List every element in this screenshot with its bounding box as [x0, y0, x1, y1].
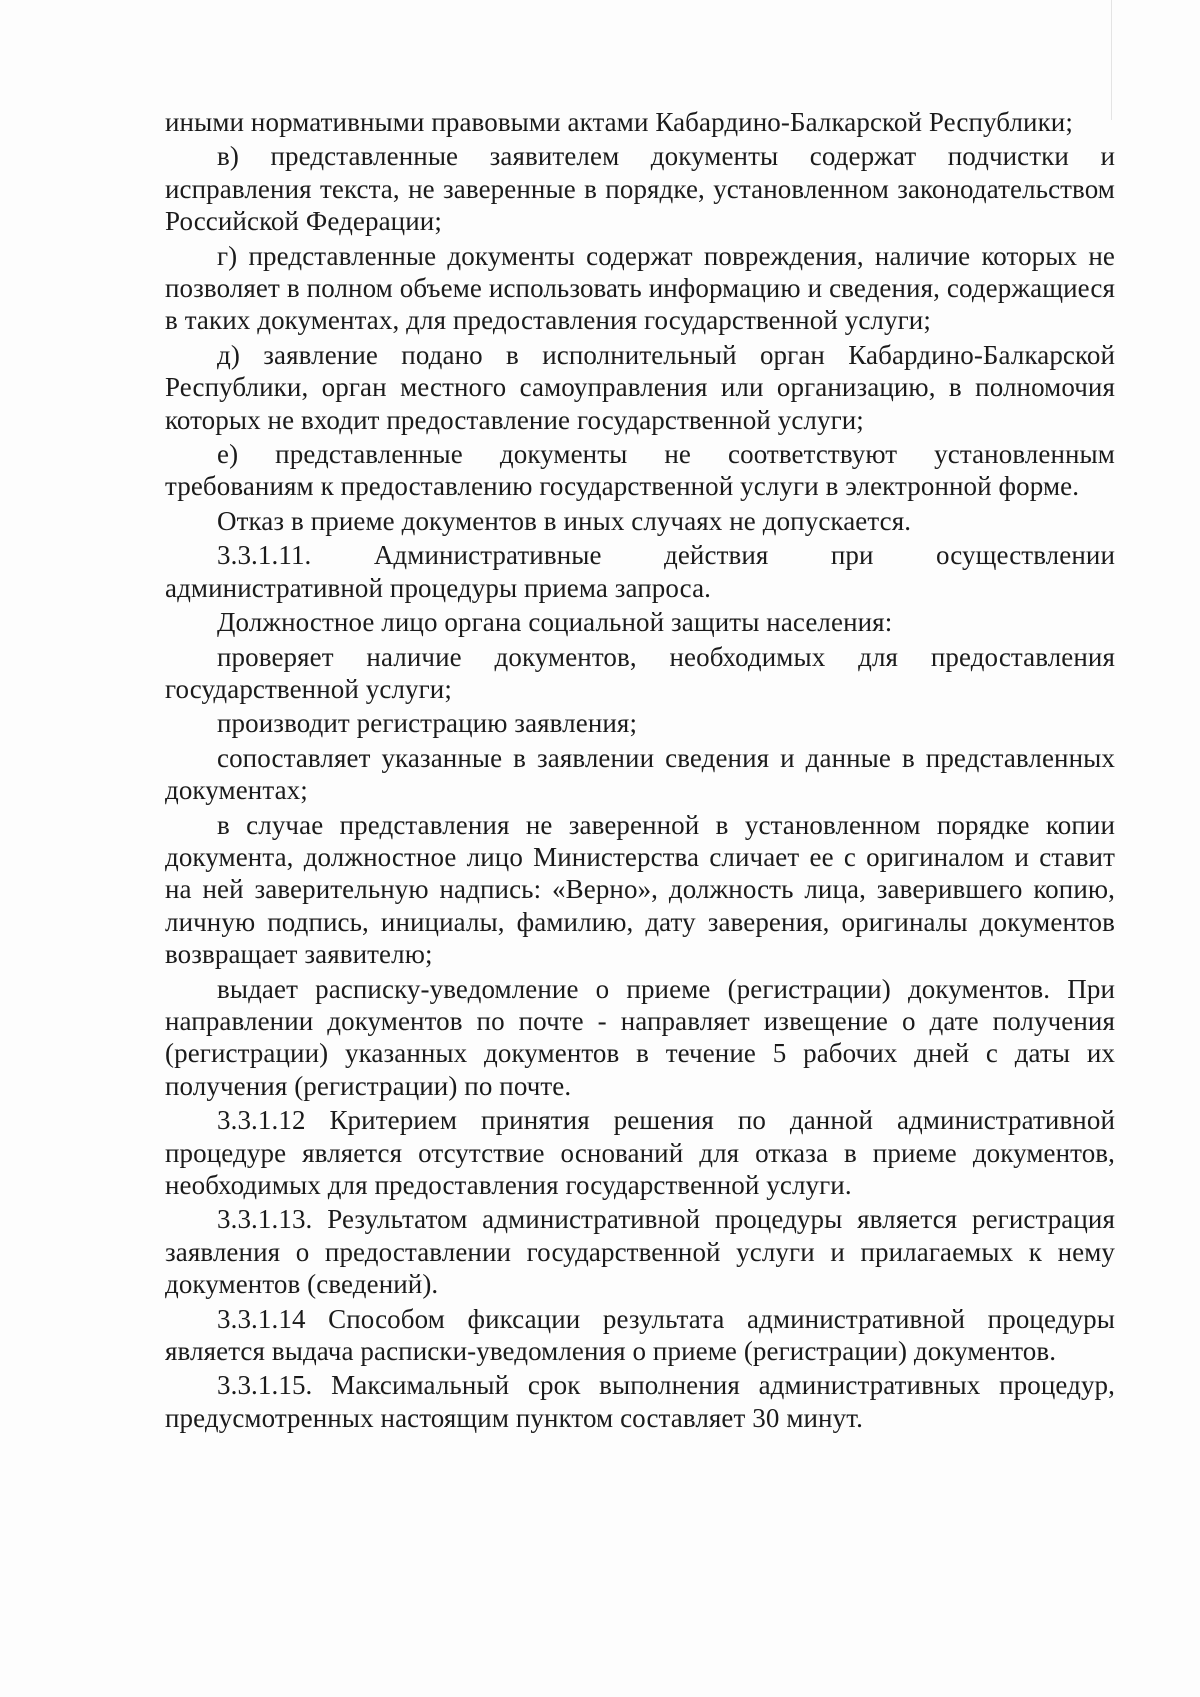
paragraph-3-3-1-11: 3.3.1.11. Административные действия при осуществлении административной процедуры приема запроса.	[165, 540, 1115, 603]
paragraph-issues-receipt: выдает расписку-уведомление о приеме (регистрации) документов. При направлении документов по почте - направляет извещение о дате получения (регистрации) указанных документов в течение 5 рабочих дней с даты их получения (регистрации) по почте.	[165, 973, 1115, 1101]
paragraph-item-d: д) заявление подано в исполнительный орган Кабардино-Балкарской Республики, орган местного самоуправления или организацию, в полномочия которых не входит предоставление государственной услуги;	[165, 339, 1115, 435]
paragraph-registers-application: производит регистрацию заявления;	[217, 708, 638, 739]
paragraph-compares-data: сопоставляет указанные в заявлении сведения и данные в представленных документах;	[165, 742, 1115, 806]
paragraph-refusal-note: Отказ в приеме документов в иных случаях не допускается.	[217, 505, 912, 536]
paragraph-3-3-1-15: 3.3.1.15. Максимальный срок выполнения административных процедур, предусмотренных настоящим пунктом составляет 30 минут.	[165, 1370, 1115, 1433]
paragraph-3-3-1-13: 3.3.1.13. Результатом административной процедуры является регистрация заявления о предоставлении государственной услуги и прилагаемых к нему документов (сведений).	[165, 1204, 1115, 1300]
paragraph-item-v: в) представленные заявителем документы содержат подчистки и исправления текста, не заверенные в порядке, установленном законодательством Российской Федерации;	[165, 141, 1115, 237]
paragraph-3-3-1-14: 3.3.1.14 Способом фиксации результата административной процедуры является выдача расписки-уведомления о приеме (регистрации) документов.	[165, 1303, 1115, 1367]
paragraph-copy-certification: в случае представления не заверенной в установленном порядке копии документа, должностное лицо Министерства сличает ее с оригиналом и ставит на ней заверительную надпись: «Верно», должность лица, заверившего копию, личную подпись, инициалы, фамилию, дату заверения, оригиналы документов возвращает заявителю;	[165, 809, 1115, 970]
paragraph-3-3-1-12: 3.3.1.12 Критерием принятия решения по данной административной процедуре является отсутствие оснований для отказа в приеме документов, необходимых для предоставления государственной услуги.	[165, 1105, 1115, 1200]
paragraph-item-e: е) представленные документы не соответствуют установленным требованиям к предоставлению государственной услуги в электронной форме.	[165, 439, 1115, 502]
paragraph-continuation: иными нормативными правовыми актами Кабардино-Балкарской Республики;	[165, 107, 1073, 137]
scan-edge-line	[1111, 0, 1112, 120]
paragraph-checks-documents: проверяет наличие документов, необходимых для предоставления государственной услуги;	[165, 641, 1115, 704]
document-body	[165, 106, 1115, 1436]
paragraph-item-g: г) представленные документы содержат повреждения, наличие которых не позволяет в полном объеме использовать информацию и сведения, содержащиеся в таких документах, для предоставления государственной услуги;	[165, 240, 1115, 336]
paragraph-official-duties: Должностное лицо органа социальной защиты населения:	[217, 607, 893, 638]
